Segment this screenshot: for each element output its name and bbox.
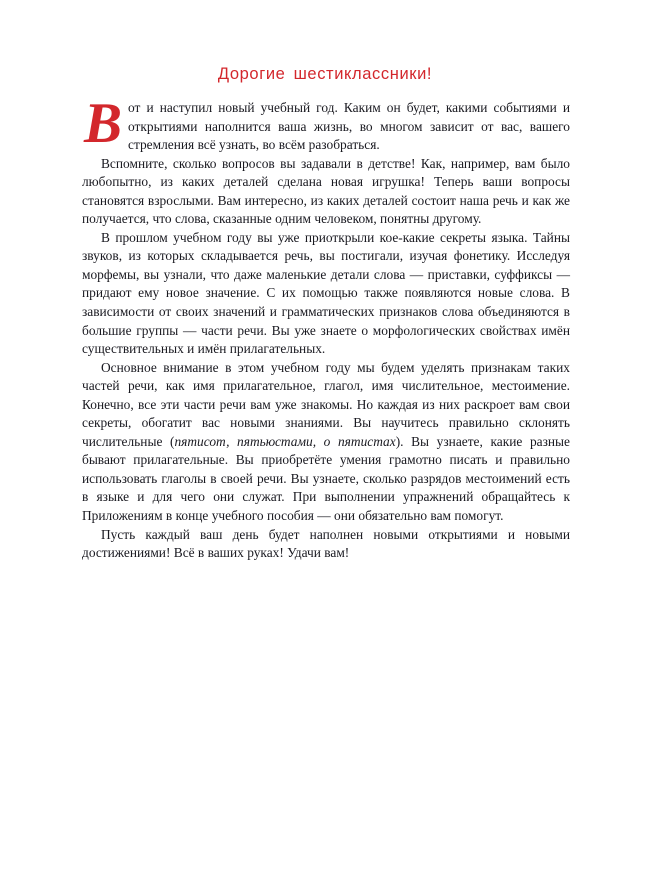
paragraph-4-text-part-2: ). Вы узнаете, какие разные бывают прилагательные. Вы приобретёте умения грамотно писать и правильно использовать глаголы в своей речи. Вы узнаете, сколько разрядов местоимений есть в языке и для чего они служат. При выполнении упражнений обращайтесь к Приложениям в конце учебного пособия — они обязательно вам помогут. — [82, 433, 570, 524]
paragraph-1-text: от и наступил новый учебный год. Каким он будет, какими событиями и открытиями наполнится ваша жизнь, во многом зависит от вас, вашего стремления всё узнать, во всём разобраться. — [128, 100, 570, 153]
paragraph-3-text: В прошлом учебном году вы уже приоткрыли кое-какие секреты языка. Тайны звуков, из которых складывается речь, вы постигали, изучая фонетику. Исследуя морфемы, вы узнали, что даже маленькие детали слова — приставки, суффиксы — придают ему новое значение. С их помощью также появляются новые слова. В зависимости от своих значений и грамматических признаков слова объединяются в большие группы — части речи. Вы уже знаете о морфологических свойствах имён существительных и имён прилагательных. — [82, 229, 570, 357]
paragraph-5 — [82, 526, 570, 563]
paragraph-5-text: Пусть каждый ваш день будет наполнен новыми открытиями и новыми достижениями! Всё в ваших руках! Удачи вам! — [82, 526, 570, 561]
paragraph-1 — [82, 92, 570, 155]
page-title: Дорогие шестиклассники! — [217, 65, 433, 83]
paragraph-4-emphasis-numerals: пятисот, пятьюстами, о пятистах — [174, 433, 396, 449]
paragraph-3 — [82, 229, 570, 359]
paragraph-4 — [82, 359, 570, 526]
body-text-block — [82, 92, 570, 563]
paragraph-2-text: Вспомните, сколько вопросов вы задавали в детстве! Как, например, вам было любопытно, из каких деталей сделана новая игрушка! Теперь ваши вопросы становятся взрослыми. Вам интересно, из каких деталей состоит наша речь и как же получается, что слова, сказанные одним человеком, понятны другому. — [82, 155, 570, 227]
paragraph-2 — [82, 155, 570, 229]
dropcap-letter: В — [84, 92, 123, 155]
paragraph-4-text-part-1: Основное внимание в этом учебном году мы будем уделять признакам таких частей речи, как имя прилагательное, глагол, имя числительное, местоимение. Конечно, все эти части речи вам уже знакомы. Но каждая из них раскроет вам свои секреты, обогатит вас новыми знаниями. Вы научитесь правильно склонять числительные ( — [82, 359, 570, 449]
